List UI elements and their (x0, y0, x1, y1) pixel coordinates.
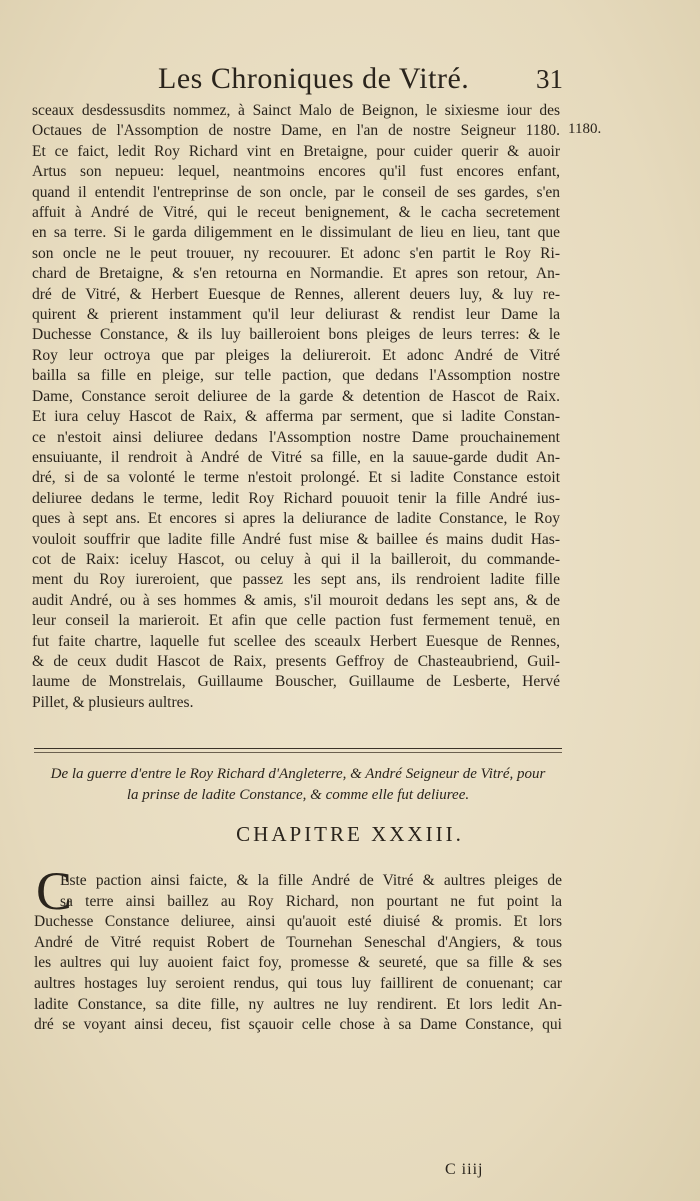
text-line: son oncle ne le peut trouuer, ny recouurer. Et adonc s'en partit le Roy Ri- (32, 244, 560, 262)
text-line: Duchesse Constance deliuree, ainsi qu'auoit esté diuisé & promis. Et lors (34, 913, 562, 931)
section-divider (34, 748, 562, 749)
chapter-heading-line: De la guerre d'entre le Roy Richard d'Angleterre, & André Seigneur de Vitré, pour (50, 766, 546, 782)
text-line: ce n'estoit ainsi deliuree dedans l'Assomption nostre Dame prouchainement (32, 428, 560, 446)
text-line: leur conseil la marieroit. Et afin que celle paction fust fermement tenuë, en (32, 612, 560, 630)
text-line: Este paction ainsi faicte, & la fille André de Vitré & aultres pleiges de (60, 872, 562, 889)
text-line: dré de Vitré, & Herbert Euesque de Rennes, allerent deuers luy, & luy re- (32, 285, 560, 303)
chapter-number: CHAPITRE XXXIII. (236, 822, 464, 846)
chapter-heading-line: la prinse de ladite Constance, & comme elle fut deliuree. (126, 787, 470, 803)
text-line: ladite Constance, sa dite fille, ny aultres ne luy rendirent. Et lors ledit An- (34, 995, 562, 1013)
text-line: Et ce faict, ledit Roy Richard vint en Bretaigne, pour cuider querir & auoir (32, 142, 560, 160)
page-number: 31 (536, 64, 563, 94)
chapter-body (34, 871, 562, 1036)
margin-year-note: 1180. (568, 121, 602, 137)
text-line: Artus son nepueu: lequel, neantmoins encores qu'il fust encores enfant, (32, 163, 560, 181)
text-line: laume de Monstrelais, Guillaume Bouscher, Guillaume de Lesberte, Hervé (32, 673, 560, 691)
text-line: vouloit souffrir que ladite fille André fust mise & baillee és mains dudit Has- (32, 530, 560, 548)
text-line: quirent & prierent instamment qu'il leur deliurast & rendist leur Dame la (32, 306, 560, 324)
text-line: Dame, Constance seroit deliuree de la garde & detention de Hascot de Raix. (32, 387, 560, 405)
running-title: Les Chroniques de Vitré. (158, 62, 470, 95)
page-header (0, 62, 700, 102)
text-line: chard de Bretaigne, & s'en retourna en Normandie. Et apres son retour, An- (32, 265, 560, 283)
text-line: dré, si de sa volonté le terme n'estoit prolongé. Et si ladite Constance estoit (32, 469, 560, 487)
text-line: fut faite chartre, laquelle fut scellee des sceaulx Herbert Euesque de Rennes, (32, 632, 560, 650)
text-line: Et iura celuy Hascot de Raix, & afferma par serment, que si ladite Constan- (32, 408, 560, 426)
text-line: deliuree dedans le terme, ledit Roy Richard pouuoit tenir la fille André ius- (32, 489, 560, 507)
text-line: ment du Roy iureroient, que passez les sept ans, ils rendroient ladite fille (32, 571, 560, 589)
text-line: ensuiuante, il rendroit à André de Vitré sa fille, en la sauue-garde dudit An- (32, 448, 560, 466)
chapter-heading (34, 764, 562, 806)
text-line: quand il entendit l'entreprinse de son oncle, par le conseil de ses gardes, s'en (32, 183, 560, 201)
section-divider-thin (34, 752, 562, 753)
text-line: Roy leur octroya que par pleiges la deliureroit. Et adonc André de Vitré (32, 346, 560, 364)
text-line: audit André, ou à ses hommes & amis, s'il mouroit dedans les sept ans, & de (32, 591, 560, 609)
drop-cap: C (36, 861, 73, 921)
text-line: en sa terre. Si le garda diligemment en le dissimulant de lieu en lieu, tant que (32, 224, 560, 242)
text-line: Pillet, & plusieurs aultres. (32, 693, 194, 711)
body-text (32, 101, 560, 713)
text-line: & de ceux dudit Hascot de Raix, presents Geffroy de Chasteaubriend, Guil- (32, 652, 560, 670)
text-line: dré se voyant ainsi deceu, fist sçauoir celle chose à sa Dame Constance, qui (34, 1016, 562, 1034)
text-line: bailla sa fille en pleige, sur telle paction, que dedans l'Assomption nostre (32, 367, 560, 385)
text-line: sa terre ainsi baillez au Roy Richard, non pourtant ne fut point la (60, 892, 562, 910)
text-line: Octaues de l'Assomption de nostre Dame, en l'an de nostre Seigneur 1180. (32, 122, 560, 140)
text-line: les aultres qui luy auoient faict foy, promesse & seureté, que sa fille & ses (34, 954, 562, 972)
text-line: sceaux desdessusdits nommez, à Sainct Malo de Beignon, le sixiesme iour des (32, 102, 560, 119)
text-line: cot de Raix: iceluy Hascot, ou celuy à qui il la bailleroit, du commande- (32, 550, 560, 568)
text-line: affuit à André de Vitré, qui le receut benignement, & le cacha secretement (32, 204, 560, 222)
signature-mark: C iiij (445, 1161, 484, 1178)
text-line: ques à sept ans. Et encores si apres la deliurance de ladite Constance, le Roy (32, 510, 560, 528)
text-line: André de Vitré requist Robert de Tournehan Seneschal d'Angiers, & tous (34, 933, 562, 951)
text-line: Duchesse Constance, & ils luy bailleroient bons pleiges de leurs terres: & le (32, 326, 560, 344)
text-line: aultres hostages luy seroient rendus, qui tous luy faillirent de conuenant; car (34, 974, 562, 992)
